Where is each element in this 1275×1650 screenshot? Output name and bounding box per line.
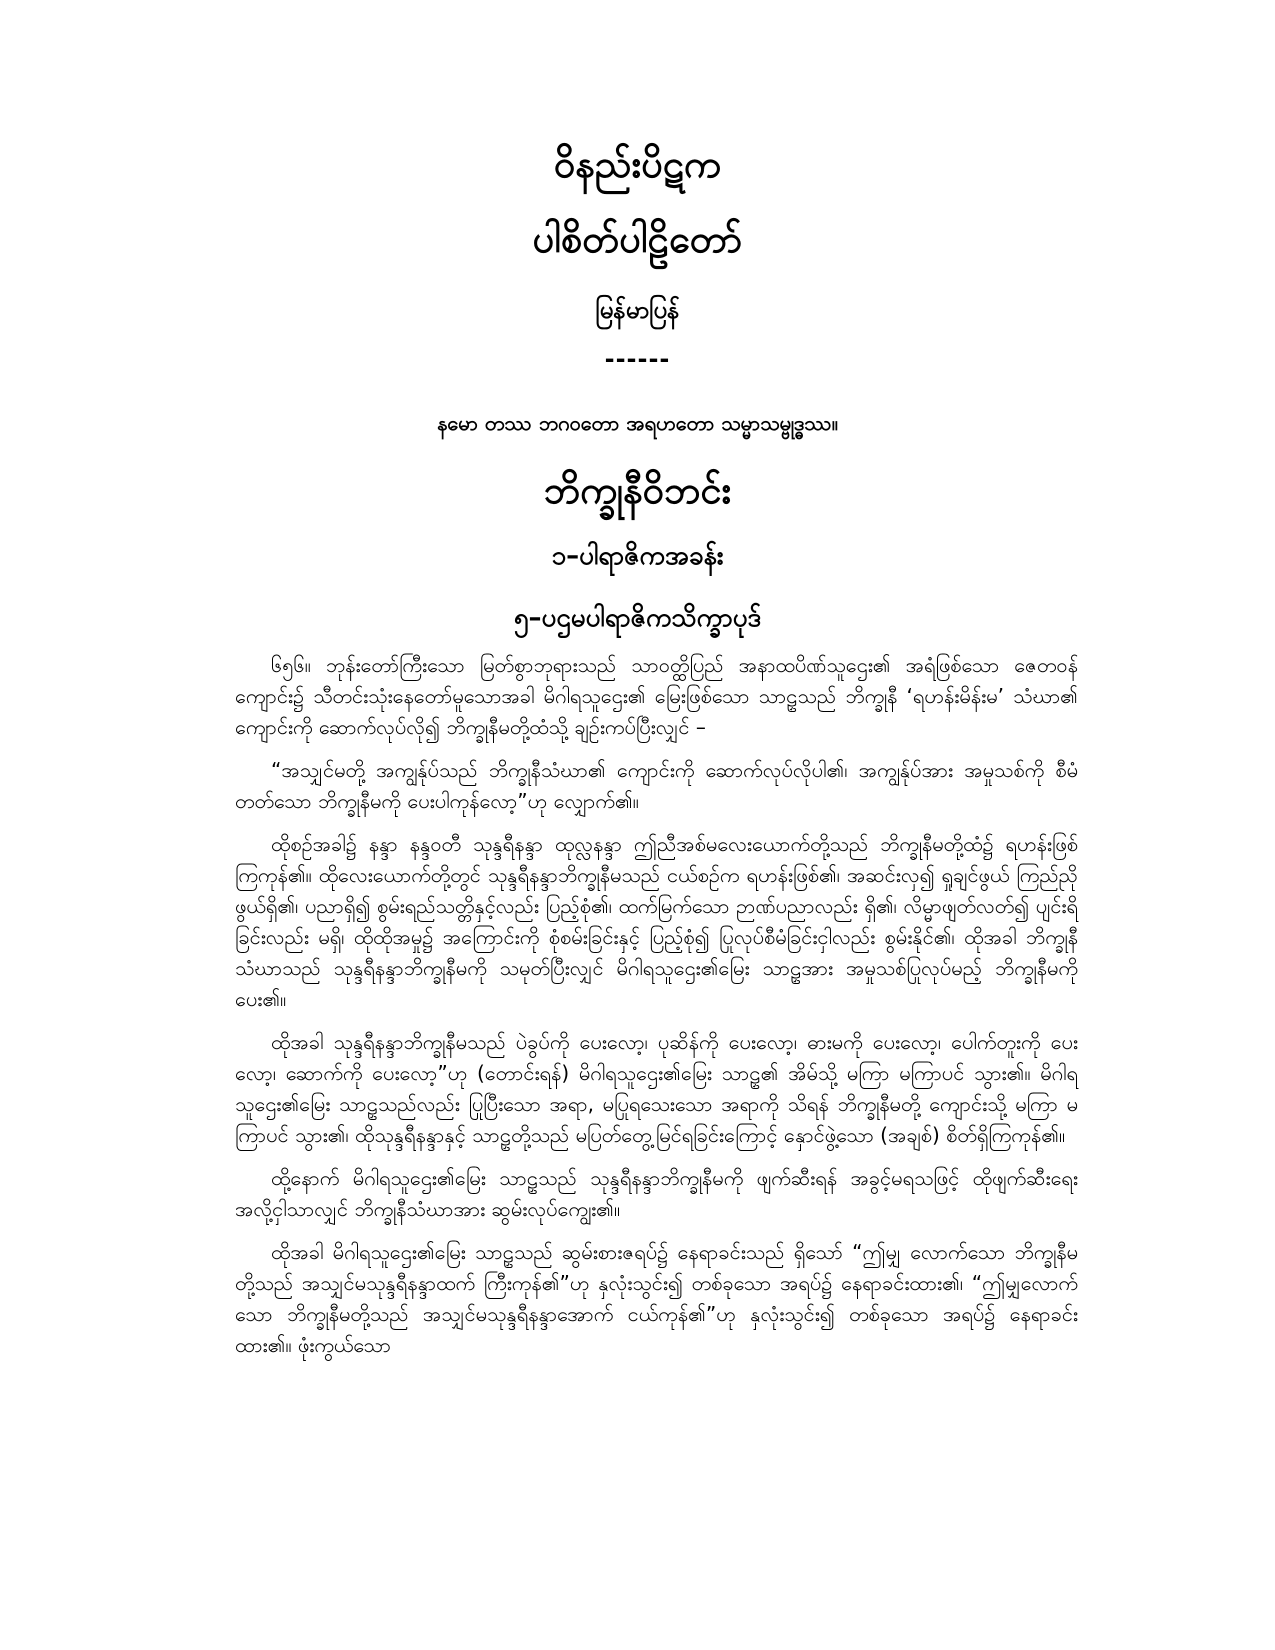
homage-line: နမော တဿ ဘဂဝတော အရဟတော သမ္မာသမ္ဗုဒ္ဓဿ။ <box>437 411 838 435</box>
paragraph: “အသျှင်မတို့ အကျွန်ုပ်သည် ဘိက္ခုနီသံဃာ၏ ကျောင်းကို ဆောက်လုပ်လိုပါ၏၊ အကျွန်ုပ်အား အမှုသစ်ကို စီမံတတ်သော ဘိက္ခုနီမကို ပေးပါကုန်လော့”ဟု လျှောက်၏။ <box>235 758 1078 813</box>
collection-title: ဝိနည်းပိဋက <box>553 142 722 186</box>
section-title: ဘိက္ခုနီဝိဘင်း <box>543 468 732 512</box>
paragraph: ၆၅၆။ ဘုန်းတော်ကြီးသော မြတ်စွာဘုရားသည် သာဝတ္ထိပြည် အနာထပိဏ်သူဌေး၏ အရံဖြစ်သော ဇေတဝန်ကျောင်း၌ သီတင်းသုံးနေတော်မူသောအခါ မိဂါရသူဌေး၏ မြေးဖြစ်သော သာဠှသည် ဘိက္ခုနီ ‘ရဟန်းမိန်းမ’ သံဃာ၏ ကျောင်းကို ဆောက်လုပ်လို၍ ဘိက္ခုနီမတို့ထံသို့ ချဉ်းကပ်ပြီးလျှင် – <box>235 653 1078 739</box>
chapter-title: ၁–ပါရာဇိကအခန်း <box>551 541 724 571</box>
paragraph: ထို့နောက် မိဂါရသူဌေး၏မြေး သာဠှသည် သုန္ဒရီနန္ဒာဘိက္ခုနီမကို ဖျက်ဆီးရန် အခွင့်မရသဖြင့် ထိုဖျက်ဆီးရေးအလို့ငှါသာလျှင် ဘိက္ခုနီသံဃာအား ဆွမ်းလုပ်ကျွေး၏။ <box>235 1166 1078 1221</box>
paragraph: ထိုစဉ်အခါ၌ နန္ဒာ နန္ဒဝတီ သုန္ဒရီနန္ဒာ ထုလ္လနန္ဒာ ဤညီအစ်မလေးယောက်တို့သည် ဘိက္ခုနီမတို့ထံ၌ ရဟန်းဖြစ်ကြကုန်၏။ ထိုလေးယောက်တို့တွင် သုန္ဒရီနန္ဒာဘိက္ခုနီမသည် ငယ်စဉ်က ရဟန်းဖြစ်၏၊ အဆင်းလှ၍ ရှုချင်ဖွယ် ကြည်ညိုဖွယ်ရှိ၏၊ ပညာရှိ၍ စွမ်းရည်သတ္တိနှင့်လည်း ပြည့်စုံ၏၊ ထက်မြက်သော ဉာဏ်ပညာလည်း ရှိ၏၊ လိမ္မာဖျတ်လတ်၍ ပျင်းရိခြင်းလည်း မရှိ၊ ထိုထိုအမှု၌ အကြောင်းကို စုံစမ်းခြင်းနှင့် ပြည့်စုံ၍ ပြုလုပ်စီမံခြင်းငှါလည်း စွမ်းနိုင်၏၊ ထိုအခါ ဘိက္ခုနီသံဃာသည် သုန္ဒရီနန္ဒာဘိက္ခုနီမကို သမုတ်ပြီးလျှင် မိဂါရသူဌေး၏မြေး သာဠှအား အမှုသစ်ပြုလုပ်မည့် ဘိက္ခုနီမကို ပေး၏။ <box>235 832 1078 1011</box>
separator: ------ <box>604 345 671 373</box>
translation-subtitle: မြန်မာပြန် <box>595 296 680 324</box>
paragraph: ထိုအခါ သုန္ဒရီနန္ဒာဘိက္ခုနီမသည် ပဲခွပ်ကို ပေးလော့၊ ပုဆိန်ကို ပေးလော့၊ ဓားမကို ပေးလော့၊ ပေါက်တူးကို ပေးလော့၊ ဆောက်ကို ပေးလော့”ဟု (တောင်းရန်) မိဂါရသူဌေး၏မြေး သာဠှ၏ အိမ်သို့ မကြာ မကြာပင် သွား၏။ မိဂါရသူဌေး၏မြေး သာဠှသည်လည်း ပြုပြီးသော အရာ, မပြုရသေးသော အရာကို သိရန် ဘိက္ခုနီမတို့ ကျောင်းသို့ မကြာ မကြာပင် သွား၏၊ ထိုသုန္ဒရီနန္ဒာနှင့် သာဠှတို့သည် မပြတ်တွေ့မြင်ရခြင်းကြောင့် နှောင်ဖွဲ့သော (အချစ်) စိတ်ရှိကြကုန်၏။ <box>235 1030 1078 1147</box>
paragraph: ထိုအခါ မိဂါရသူဌေး၏မြေး သာဠှသည် ဆွမ်းစားဇရပ်၌ နေရာခင်းသည် ရှိသော် “ဤမျှ လောက်သော ဘိက္ခုနီမတို့သည် အသျှင်မသုန္ဒရီနန္ဒာထက် ကြီးကုန်၏”ဟု နှလုံးသွင်း၍ တစ်ခုသော အရပ်၌ နေရာခင်းထား၏၊ “ဤမျှလောက်သော ဘိက္ခုနီမတို့သည် အသျှင်မသုန္ဒရီနန္ဒာအောက် ငယ်ကုန်၏”ဟု နှလုံးသွင်း၍ တစ်ခုသော အရပ်၌ နေရာခင်းထား၏။ ဖုံးကွယ်သော <box>235 1240 1078 1357</box>
rule-title: ၅–ပဌမပါရာဇိကသိက္ခာပုဒ် <box>513 603 762 633</box>
book-title: ပါစိတ်ပါဠိတော် <box>532 217 743 261</box>
body-text <box>235 650 1078 1373</box>
